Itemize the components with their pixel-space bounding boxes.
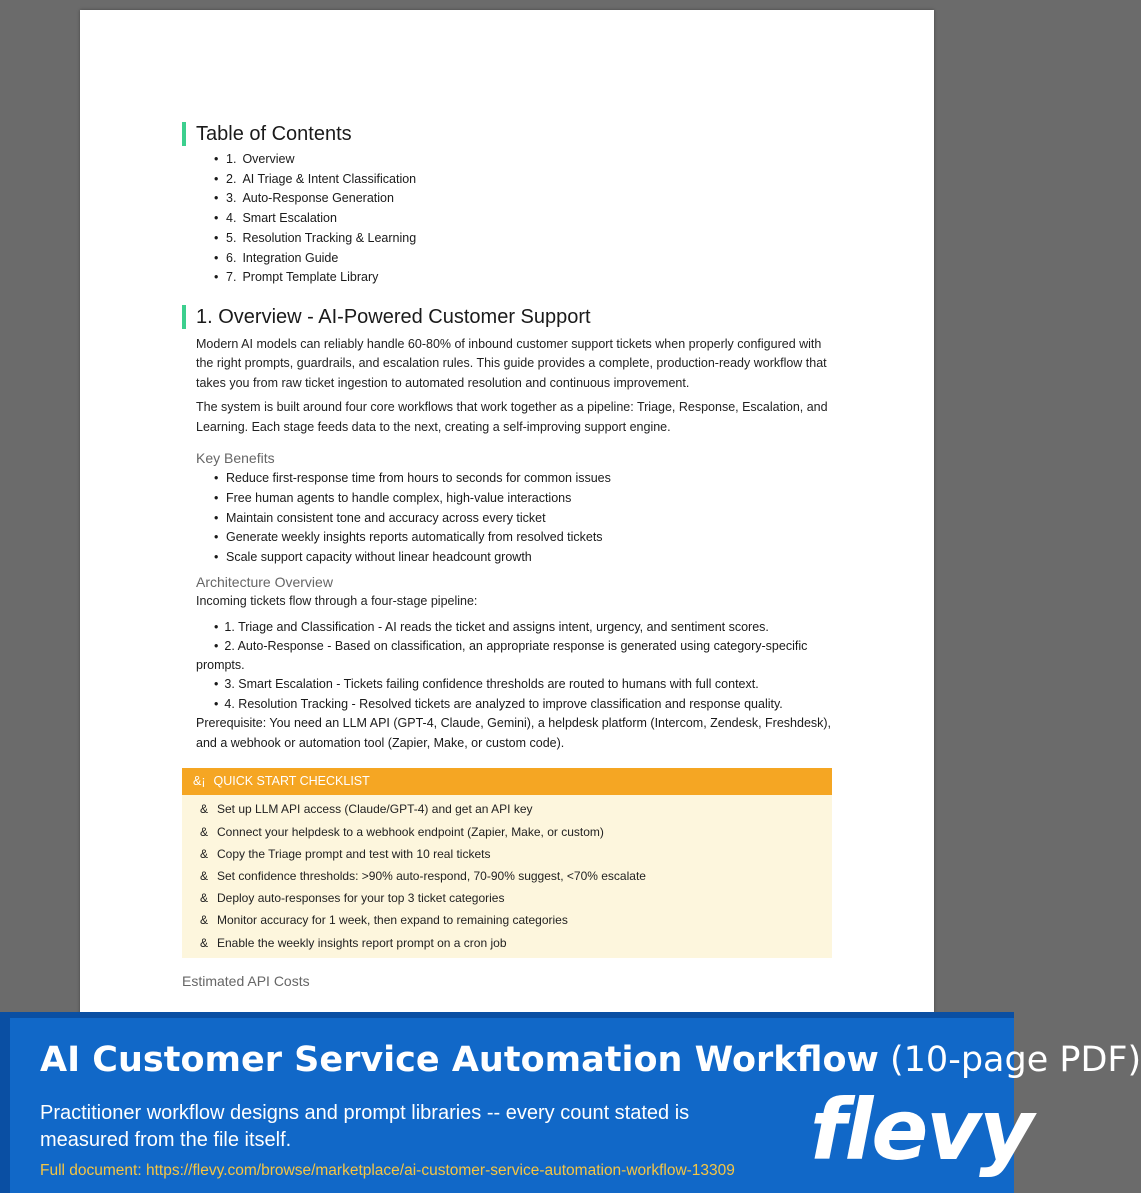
list-item: • 2. Auto-Response - Based on classification, an appropriate response is generated using category-specific prompts. (196, 639, 808, 672)
toc-item[interactable]: • 6. Integration Guide (214, 249, 834, 269)
toc-item[interactable]: • 5. Resolution Tracking & Learning (214, 229, 834, 249)
list-item: • 4. Resolution Tracking - Resolved tickets are analyzed to improve classification and response quality. (214, 696, 783, 711)
checklist-item: & Copy the Triage prompt and test with 10 real tickets (200, 846, 491, 861)
toc-item[interactable]: • 4. Smart Escalation (214, 209, 834, 229)
list-item: • Scale support capacity without linear headcount growth (214, 548, 834, 568)
banner-title (40, 1038, 1141, 1082)
prerequisite-note: Prerequisite: You need an LLM API (GPT-4, Claude, Gemini), a helpdesk platform (Intercom, Zendesk, Freshdesk), and a webhook or automation tool (Zapier, Make, or custom code). (196, 716, 832, 750)
checklist-item: & Deploy auto-responses for your top 3 ticket categories (200, 891, 505, 906)
checklist-item: & Enable the weekly insights report prompt on a cron job (200, 935, 507, 950)
page-content (182, 122, 834, 989)
banner-description: Practitioner workflow designs and prompt libraries -- every count stated is measured from the file itself. (40, 1102, 690, 1151)
paragraph: The system is built around four core workflows that work together as a pipeline: Triage, Response, Escalation, and Learning. Each stage feeds data to the next, creating a self-improving support engine. (196, 400, 828, 434)
list-item: • Maintain consistent tone and accuracy across every ticket (214, 509, 834, 529)
list-item: • Reduce first-response time from hours to seconds for common issues (214, 469, 834, 489)
paragraph: Incoming tickets flow through a four-stage pipeline: (196, 594, 478, 609)
benefits-list (182, 469, 834, 567)
promo-banner (0, 1012, 1141, 1193)
toc-list (182, 150, 834, 288)
checklist-item: & Connect your helpdesk to a webhook endpoint (Zapier, Make, or custom) (200, 824, 604, 839)
subheading-key-benefits: Key Benefits (196, 450, 275, 467)
list-item: • 1. Triage and Classification - AI reads the ticket and assigns intent, urgency, and sentiment scores. (214, 619, 769, 634)
quick-start-checklist (182, 768, 832, 957)
list-item: • 3. Smart Escalation - Tickets failing confidence thresholds are routed to humans with full context. (214, 677, 759, 692)
banner-title-main: AI Customer Service Automation Workflow (40, 1040, 879, 1080)
toc-item[interactable]: • 7. Prompt Template Library (214, 268, 834, 288)
pipeline-list (196, 618, 834, 714)
list-item: • Free human agents to handle complex, high-value interactions (214, 489, 834, 509)
banner-title-pages: (10-page PDF) (890, 1040, 1141, 1080)
checklist-item: & Set up LLM API access (Claude/GPT-4) and get an API key (200, 802, 533, 817)
toc-heading: Table of Contents (182, 122, 834, 146)
subheading-architecture: Architecture Overview (196, 574, 333, 591)
document-page (80, 10, 934, 1020)
checklist-item: & Monitor accuracy for 1 week, then expand to remaining categories (200, 913, 568, 928)
banner-panel (10, 1018, 1141, 1193)
subheading-api-costs: Estimated API Costs (182, 972, 310, 989)
section-heading: 1. Overview - AI-Powered Customer Support (182, 305, 834, 329)
flevy-logo: flevy (810, 1081, 1032, 1179)
list-item: • Generate weekly insights reports automatically from resolved tickets (214, 528, 834, 548)
overview-section (182, 305, 834, 753)
toc-item[interactable]: • 2. AI Triage & Intent Classification (214, 170, 834, 190)
toc-item[interactable]: • 3. Auto-Response Generation (214, 189, 834, 209)
checklist-header (182, 768, 832, 795)
toc-item[interactable]: • 1. Overview (214, 150, 834, 170)
checklist-item: & Set confidence thresholds: >90% auto-respond, 70-90% suggest, <70% escalate (200, 869, 646, 883)
checklist-title: QUICK START CHECKLIST (213, 774, 370, 789)
banner-link[interactable]: Full document: https://flevy.com/browse/marketplace/ai-customer-service-automation-workflow-13309 (40, 1162, 735, 1179)
checklist-body (182, 795, 832, 957)
checklist-icon: &¡ (193, 774, 206, 789)
paragraph: Modern AI models can reliably handle 60-80% of inbound customer support tickets when properly configured with the right prompts, guardrails, and escalation rules. This guide provides a complete, production-ready workflow that takes you from raw ticket ingestion to automated resolution and continuous improvement. (196, 336, 827, 390)
